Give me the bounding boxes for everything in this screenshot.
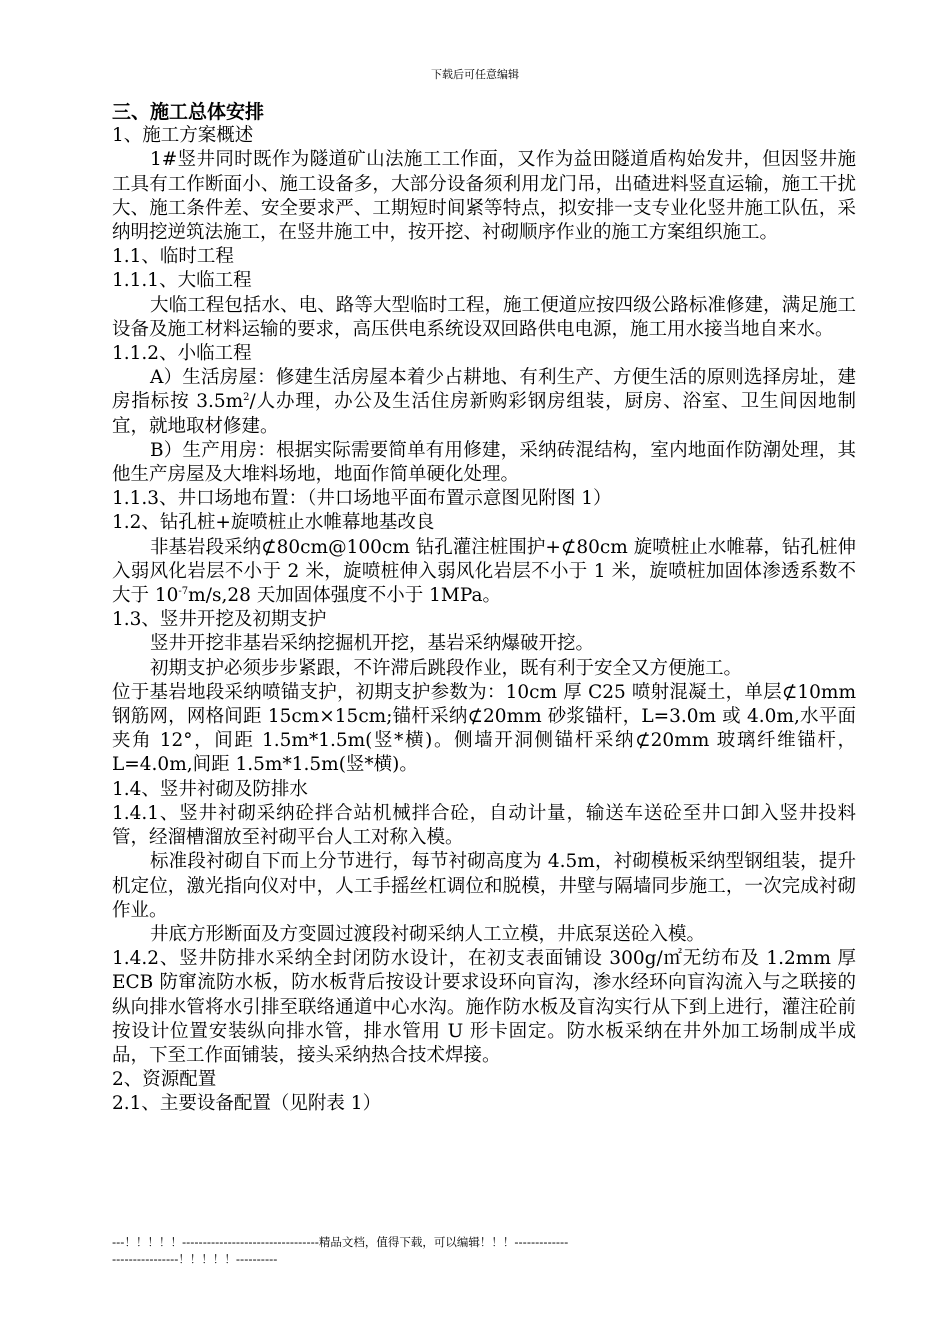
page-header: 下载后可任意编辑 — [431, 68, 519, 81]
text-segment: A）生活房屋：修建生活房屋本着少占耕地、有利生产、方便生活的原则选择房址，建房指标按 3.5m — [112, 367, 856, 413]
paragraph-1-1-2-b: B）生产用房：根据实际需要简单有用修建，采纳砖混结构，室内地面作防潮处理，其他生产房屋及大堆料场地，地面作简单硬化处理。 — [112, 439, 856, 486]
document-body — [112, 100, 856, 1117]
heading-1-2: 1.2、钻孔桩+旋喷桩止水帷幕地基改良 — [112, 512, 435, 534]
paragraph-1-4-1: 1.4.1、竖井衬砌采纳砼拌合站机械拌合砼，自动计量，输送车送砼至井口卸入竖井投料管，经溜槽溜放至衬砌平台人工对称入模。 — [112, 802, 856, 849]
heading-1-1-1: 1.1.1、大临工程 — [112, 270, 252, 292]
heading-1-3: 1.3、竖井开挖及初期支护 — [112, 609, 327, 631]
heading-2-1: 2.1、主要设备配置（见附表 1） — [112, 1093, 382, 1115]
section-title: 三、施工总体安排 — [112, 101, 265, 123]
paragraph-1-4-3: 井底方形断面及方变圆过渡段衬砌采纳人工立模，井底泵送砼入模。 — [150, 923, 706, 945]
heading-1-4: 1.4、竖井衬砌及防排水 — [112, 778, 308, 800]
heading-1-1: 1.1、临时工程 — [112, 246, 234, 268]
page-footer: ---！！！！！---------------------------------精品文档，值得下载，可以编辑！！！-----------------------------！！！！！---------- — [112, 1235, 569, 1266]
text-segment: m/s,28 天加固体强度不小于 1MPa。 — [188, 585, 501, 607]
paragraph-1-1-1: 大临工程包括水、电、路等大型临时工程，施工便道应按四级公路标准修建，满足施工设备及施工材料运输的要求，高压供电系统设双回路供电电源，施工用水接当地自来水。 — [112, 294, 856, 340]
heading-1-1-3: 1.1.3、井口场地布置：（井口场地平面布置示意图见附图 1） — [112, 488, 612, 510]
paragraph-1-1-2-a — [112, 366, 856, 439]
paragraph-1-4-4: 1.4.2、竖井防排水采纳全封闭防水设计，在初支表面铺设 300g/㎡无纺布及 1.2mm 厚 ECB 防窜流防水板，防水板背后按设计要求设环向盲沟，渗水经环向盲沟流入与之联接的纵向排水管将水引排至联络通道中心水沟。施作防水板及盲沟实行从下到上进行，灌注砼前按设计位置安装纵向排水管，排水管用 U 形卡固定。防水板采纳在井外加工场制成半成品，下至工作面铺装，接头采纳热合技术焊接。 — [112, 948, 856, 1066]
text-segment: 非基岩段采纳⊄80cm@100cm 钻孔灌注桩围护+⊄80cm 旋喷桩止水帷幕，钻孔桩伸入弱风化岩层不小于 2 米，旋喷桩伸入弱风化岩层不小于 1 米，旋喷桩加固体渗透系数不大于 10 — [112, 536, 856, 607]
superscript: -7 — [178, 585, 189, 597]
superscript: 2 — [243, 392, 250, 404]
heading-2: 2、资源配置 — [112, 1069, 217, 1091]
paragraph-1-4-2: 标准段衬砌自下而上分节进行，每节衬砌高度为 4.5m，衬砌模板采纳型钢组装，提升机定位，激光指向仪对中，人工手摇丝杠调位和脱模，井壁与隔墙同步施工，一次完成衬砌作业。 — [112, 851, 856, 921]
paragraph-1-3-3: 位于基岩地段采纳喷锚支护，初期支护参数为：10cm 厚 C25 喷射混凝土，单层⊄10mm 钢筋网，网格间距 15cm×15cm;锚杆采纳⊄20mm 砂浆锚杆，L=3.0m 或 4.0m,水平面夹角 12°，间距 1.5m*1.5m(竖*横)。侧墙开洞侧锚杆采纳⊄20mm 玻璃纤维锚杆，L=4.0m,间距 1.5m*1.5m(竖*横)。 — [112, 681, 856, 776]
paragraph-1: 1#竖井同时既作为隧道矿山法施工工作面，又作为益田隧道盾构始发井，但因竖井施工具有工作断面小、施工设备多，大部分设备须利用龙门吊，出碴进料竖直运输，施工干扰大、施工条件差、安全要求严、工期短时间紧等特点，拟安排一支专业化竖井施工队伍，采纳明挖逆筑法施工，在竖井施工中，按开挖、衬砌顺序作业的施工方案组织施工。 — [112, 149, 856, 244]
paragraph-1-2 — [112, 536, 856, 609]
heading-1: 1、施工方案概述 — [112, 125, 254, 147]
paragraph-1-3-2: 初期支护必须步步紧跟，不许滞后跳段作业，既有利于安全又方便施工。 — [150, 657, 743, 679]
text-segment: /人办理，办公及生活住房新购彩钢房组装，厨房、浴室、卫生间因地制宜，就地取材修建。 — [112, 391, 856, 437]
heading-1-1-2: 1.1.2、小临工程 — [112, 343, 252, 365]
paragraph-1-3-1: 竖井开挖非基岩采纳挖掘机开挖，基岩采纳爆破开挖。 — [150, 633, 595, 655]
